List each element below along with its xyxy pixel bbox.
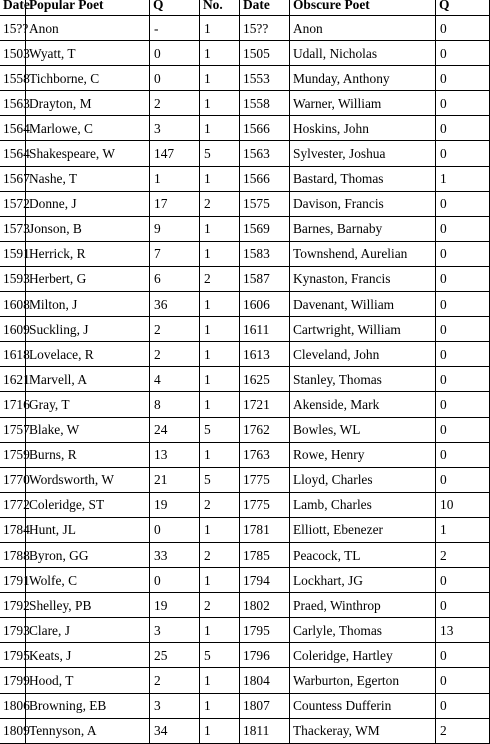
table-row: [0, 116, 490, 141]
cell-obscure-q: 0: [436, 66, 490, 91]
table-row: [0, 342, 490, 367]
cell-number: 1: [200, 367, 240, 392]
cell-obscure-date: 1613: [240, 342, 290, 367]
cell-obscure-date: 1802: [240, 593, 290, 618]
cell-obscure-q: 0: [436, 392, 490, 417]
cell-number: 5: [200, 417, 240, 442]
table-row: [0, 568, 490, 593]
cell-obscure-poet: Hoskins, John: [290, 116, 436, 141]
cell-obscure-date: 1775: [240, 492, 290, 517]
cell-number: 1: [200, 442, 240, 467]
cell-obscure-date: 1575: [240, 191, 290, 216]
cell-obscure-q: 0: [436, 367, 490, 392]
cell-obscure-poet: Warburton, Egerton: [290, 668, 436, 693]
cell-obscure-poet: Townshend, Aurelian: [290, 241, 436, 266]
cell-popular-poet: Wolfe, C: [26, 568, 150, 593]
cell-popular-date: 1567: [0, 166, 26, 191]
cell-obscure-date: 1762: [240, 417, 290, 442]
cell-popular-q: 17: [150, 191, 200, 216]
header-number: No.: [200, 0, 240, 16]
cell-number: 1: [200, 668, 240, 693]
cell-popular-date: 1809: [0, 718, 26, 743]
cell-obscure-date: 1587: [240, 266, 290, 291]
cell-popular-date: 1608: [0, 292, 26, 317]
table-row: [0, 492, 490, 517]
cell-obscure-q: 0: [436, 266, 490, 291]
cell-obscure-q: 0: [436, 342, 490, 367]
header-obscure-poet: Obscure Poet: [290, 0, 436, 16]
cell-obscure-poet: Lamb, Charles: [290, 492, 436, 517]
cell-popular-poet: Drayton, M: [26, 91, 150, 116]
cell-popular-poet: Anon: [26, 16, 150, 41]
cell-obscure-date: 1807: [240, 693, 290, 718]
cell-obscure-poet: Thackeray, WM: [290, 718, 436, 743]
cell-popular-poet: Burns, R: [26, 442, 150, 467]
cell-obscure-date: 1563: [240, 141, 290, 166]
cell-popular-poet: Milton, J: [26, 292, 150, 317]
cell-popular-q: 0: [150, 41, 200, 66]
cell-obscure-poet: Rowe, Henry: [290, 442, 436, 467]
cell-popular-poet: Nashe, T: [26, 166, 150, 191]
cell-popular-q: 33: [150, 542, 200, 567]
cell-popular-date: 1503: [0, 41, 26, 66]
cell-obscure-q: 0: [436, 317, 490, 342]
cell-obscure-q: 0: [436, 241, 490, 266]
cell-popular-q: 3: [150, 618, 200, 643]
cell-popular-date: 1573: [0, 216, 26, 241]
cell-popular-poet: Marlowe, C: [26, 116, 150, 141]
cell-obscure-q: 0: [436, 216, 490, 241]
cell-obscure-q: 0: [436, 593, 490, 618]
cell-obscure-poet: Elliott, Ebenezer: [290, 517, 436, 542]
cell-obscure-date: 1583: [240, 241, 290, 266]
cell-popular-poet: Hunt, JL: [26, 517, 150, 542]
cell-obscure-poet: Barnes, Barnaby: [290, 216, 436, 241]
cell-popular-poet: Shelley, PB: [26, 593, 150, 618]
cell-obscure-poet: Bastard, Thomas: [290, 166, 436, 191]
cell-popular-q: 0: [150, 66, 200, 91]
cell-obscure-date: 1611: [240, 317, 290, 342]
cell-popular-q: 34: [150, 718, 200, 743]
cell-popular-poet: Hood, T: [26, 668, 150, 693]
cell-obscure-q: 0: [436, 292, 490, 317]
cell-popular-date: 1799: [0, 668, 26, 693]
cell-popular-date: 1759: [0, 442, 26, 467]
table-row: [0, 618, 490, 643]
header-obscure-q: Q: [436, 0, 490, 16]
cell-number: 1: [200, 241, 240, 266]
cell-popular-poet: Marvell, A: [26, 367, 150, 392]
cell-obscure-q: 0: [436, 693, 490, 718]
cell-popular-poet: Wordsworth, W: [26, 467, 150, 492]
cell-popular-poet: Jonson, B: [26, 216, 150, 241]
cell-obscure-poet: Lloyd, Charles: [290, 467, 436, 492]
table-row: [0, 91, 490, 116]
cell-popular-poet: Herbert, G: [26, 266, 150, 291]
cell-number: 1: [200, 392, 240, 417]
cell-obscure-q: 0: [436, 91, 490, 116]
table-row: [0, 216, 490, 241]
cell-popular-q: 25: [150, 643, 200, 668]
cell-popular-q: 1: [150, 166, 200, 191]
cell-obscure-date: 1566: [240, 116, 290, 141]
cell-obscure-date: 1781: [240, 517, 290, 542]
cell-obscure-q: 0: [436, 116, 490, 141]
cell-popular-date: 1788: [0, 542, 26, 567]
cell-obscure-date: 15??: [240, 16, 290, 41]
cell-obscure-date: 1775: [240, 467, 290, 492]
cell-obscure-poet: Davison, Francis: [290, 191, 436, 216]
cell-popular-q: 9: [150, 216, 200, 241]
cell-obscure-poet: Udall, Nicholas: [290, 41, 436, 66]
cell-obscure-q: 2: [436, 718, 490, 743]
table-row: [0, 191, 490, 216]
cell-obscure-poet: Peacock, TL: [290, 542, 436, 567]
table-row: [0, 16, 490, 41]
cell-popular-q: 2: [150, 342, 200, 367]
cell-popular-poet: Keats, J: [26, 643, 150, 668]
cell-obscure-date: 1785: [240, 542, 290, 567]
table-row: [0, 417, 490, 442]
cell-number: 1: [200, 216, 240, 241]
cell-obscure-poet: Stanley, Thomas: [290, 367, 436, 392]
cell-obscure-q: 0: [436, 568, 490, 593]
cell-number: 1: [200, 116, 240, 141]
table-row: [0, 718, 490, 743]
cell-popular-q: 3: [150, 116, 200, 141]
cell-obscure-date: 1566: [240, 166, 290, 191]
cell-number: 1: [200, 317, 240, 342]
table-row: [0, 593, 490, 618]
table-row: [0, 392, 490, 417]
cell-popular-date: 1772: [0, 492, 26, 517]
cell-popular-date: 1784: [0, 517, 26, 542]
cell-popular-q: 3: [150, 693, 200, 718]
cell-number: 1: [200, 16, 240, 41]
cell-popular-date: 15??: [0, 16, 26, 41]
cell-obscure-poet: Cartwright, William: [290, 317, 436, 342]
table-row: [0, 442, 490, 467]
cell-number: 5: [200, 643, 240, 668]
cell-popular-date: 1618: [0, 342, 26, 367]
table-row: [0, 643, 490, 668]
cell-number: 5: [200, 141, 240, 166]
header-obscure-date: Date: [240, 0, 290, 16]
cell-number: 1: [200, 91, 240, 116]
cell-popular-date: 1564: [0, 141, 26, 166]
cell-obscure-poet: Cleveland, John: [290, 342, 436, 367]
table-row: [0, 317, 490, 342]
cell-obscure-q: 13: [436, 618, 490, 643]
cell-obscure-date: 1763: [240, 442, 290, 467]
cell-popular-q: 2: [150, 91, 200, 116]
cell-popular-poet: Herrick, R: [26, 241, 150, 266]
cell-obscure-q: 2: [436, 542, 490, 567]
header-popular-poet: Popular Poet: [26, 0, 150, 16]
cell-popular-date: 1757: [0, 417, 26, 442]
cell-number: 1: [200, 292, 240, 317]
cell-popular-q: 0: [150, 568, 200, 593]
cell-popular-date: 1563: [0, 91, 26, 116]
cell-popular-date: 1795: [0, 643, 26, 668]
cell-obscure-date: 1796: [240, 643, 290, 668]
table-row: [0, 693, 490, 718]
table-row: [0, 367, 490, 392]
cell-number: 2: [200, 266, 240, 291]
table-row: [0, 41, 490, 66]
cell-popular-q: 2: [150, 668, 200, 693]
cell-obscure-q: 0: [436, 141, 490, 166]
cell-obscure-q: 0: [436, 442, 490, 467]
cell-popular-poet: Shakespeare, W: [26, 141, 150, 166]
cell-number: 1: [200, 166, 240, 191]
cell-popular-q: 19: [150, 593, 200, 618]
cell-popular-date: 1793: [0, 618, 26, 643]
cell-number: 2: [200, 492, 240, 517]
cell-popular-poet: Suckling, J: [26, 317, 150, 342]
cell-popular-date: 1593: [0, 266, 26, 291]
cell-obscure-poet: Davenant, William: [290, 292, 436, 317]
cell-obscure-date: 1804: [240, 668, 290, 693]
cell-popular-date: 1558: [0, 66, 26, 91]
cell-popular-date: 1621: [0, 367, 26, 392]
cell-obscure-poet: Sylvester, Joshua: [290, 141, 436, 166]
cell-obscure-q: 10: [436, 492, 490, 517]
cell-popular-q: 0: [150, 517, 200, 542]
cell-obscure-poet: Munday, Anthony: [290, 66, 436, 91]
cell-popular-poet: Coleridge, ST: [26, 492, 150, 517]
cell-popular-q: 21: [150, 467, 200, 492]
cell-number: 1: [200, 517, 240, 542]
table-row: [0, 166, 490, 191]
cell-obscure-date: 1558: [240, 91, 290, 116]
cell-popular-q: -: [150, 16, 200, 41]
cell-number: 1: [200, 693, 240, 718]
cell-number: 1: [200, 718, 240, 743]
cell-popular-poet: Byron, GG: [26, 542, 150, 567]
cell-obscure-q: 0: [436, 41, 490, 66]
cell-obscure-q: 1: [436, 517, 490, 542]
cell-number: 5: [200, 467, 240, 492]
cell-popular-q: 36: [150, 292, 200, 317]
cell-obscure-date: 1721: [240, 392, 290, 417]
cell-obscure-date: 1569: [240, 216, 290, 241]
cell-obscure-q: 0: [436, 643, 490, 668]
cell-obscure-poet: Akenside, Mark: [290, 392, 436, 417]
cell-number: 1: [200, 568, 240, 593]
cell-popular-poet: Blake, W: [26, 417, 150, 442]
cell-obscure-poet: Anon: [290, 16, 436, 41]
cell-number: 1: [200, 342, 240, 367]
cell-obscure-poet: Praed, Winthrop: [290, 593, 436, 618]
cell-popular-poet: Gray, T: [26, 392, 150, 417]
cell-number: 2: [200, 593, 240, 618]
cell-obscure-date: 1794: [240, 568, 290, 593]
cell-popular-date: 1572: [0, 191, 26, 216]
cell-popular-q: 7: [150, 241, 200, 266]
cell-obscure-poet: Warner, William: [290, 91, 436, 116]
cell-obscure-q: 1: [436, 166, 490, 191]
cell-popular-poet: Wyatt, T: [26, 41, 150, 66]
cell-number: 1: [200, 66, 240, 91]
table-row: [0, 467, 490, 492]
cell-number: 2: [200, 542, 240, 567]
cell-popular-poet: Browning, EB: [26, 693, 150, 718]
cell-obscure-date: 1606: [240, 292, 290, 317]
table-row: [0, 542, 490, 567]
cell-popular-q: 24: [150, 417, 200, 442]
cell-popular-q: 19: [150, 492, 200, 517]
cell-popular-q: 13: [150, 442, 200, 467]
cell-popular-date: 1770: [0, 467, 26, 492]
cell-popular-date: 1806: [0, 693, 26, 718]
cell-obscure-q: 0: [436, 417, 490, 442]
cell-popular-q: 147: [150, 141, 200, 166]
cell-obscure-q: 0: [436, 467, 490, 492]
cell-popular-date: 1609: [0, 317, 26, 342]
cell-obscure-date: 1625: [240, 367, 290, 392]
cell-obscure-date: 1505: [240, 41, 290, 66]
cell-number: 1: [200, 618, 240, 643]
cell-obscure-date: 1811: [240, 718, 290, 743]
cell-popular-poet: Lovelace, R: [26, 342, 150, 367]
cell-popular-q: 8: [150, 392, 200, 417]
cell-popular-poet: Tichborne, C: [26, 66, 150, 91]
cell-obscure-poet: Countess Dufferin: [290, 693, 436, 718]
cell-popular-date: 1791: [0, 568, 26, 593]
table-body: [0, 16, 490, 744]
cell-obscure-poet: Lockhart, JG: [290, 568, 436, 593]
cell-popular-date: 1792: [0, 593, 26, 618]
table-row: [0, 141, 490, 166]
cell-popular-q: 6: [150, 266, 200, 291]
header-popular-date: Date: [0, 0, 26, 16]
cell-popular-date: 1564: [0, 116, 26, 141]
cell-obscure-poet: Bowles, WL: [290, 417, 436, 442]
table-row: [0, 517, 490, 542]
cell-popular-poet: Clare, J: [26, 618, 150, 643]
cell-number: 1: [200, 41, 240, 66]
cell-popular-poet: Tennyson, A: [26, 718, 150, 743]
header-popular-q: Q: [150, 0, 200, 16]
table-header-row: [0, 0, 490, 16]
cell-obscure-q: 0: [436, 16, 490, 41]
cell-obscure-poet: Coleridge, Hartley: [290, 643, 436, 668]
table-row: [0, 292, 490, 317]
cell-number: 2: [200, 191, 240, 216]
cell-obscure-date: 1795: [240, 618, 290, 643]
cell-obscure-q: 0: [436, 668, 490, 693]
table-row: [0, 668, 490, 693]
cell-obscure-date: 1553: [240, 66, 290, 91]
cell-obscure-poet: Carlyle, Thomas: [290, 618, 436, 643]
cell-popular-date: 1716: [0, 392, 26, 417]
table-row: [0, 66, 490, 91]
cell-popular-poet: Donne, J: [26, 191, 150, 216]
cell-obscure-q: 0: [436, 191, 490, 216]
cell-obscure-poet: Kynaston, Francis: [290, 266, 436, 291]
cell-popular-q: 2: [150, 317, 200, 342]
table-row: [0, 241, 490, 266]
cell-popular-q: 4: [150, 367, 200, 392]
table-row: [0, 266, 490, 291]
cell-popular-date: 1591: [0, 241, 26, 266]
